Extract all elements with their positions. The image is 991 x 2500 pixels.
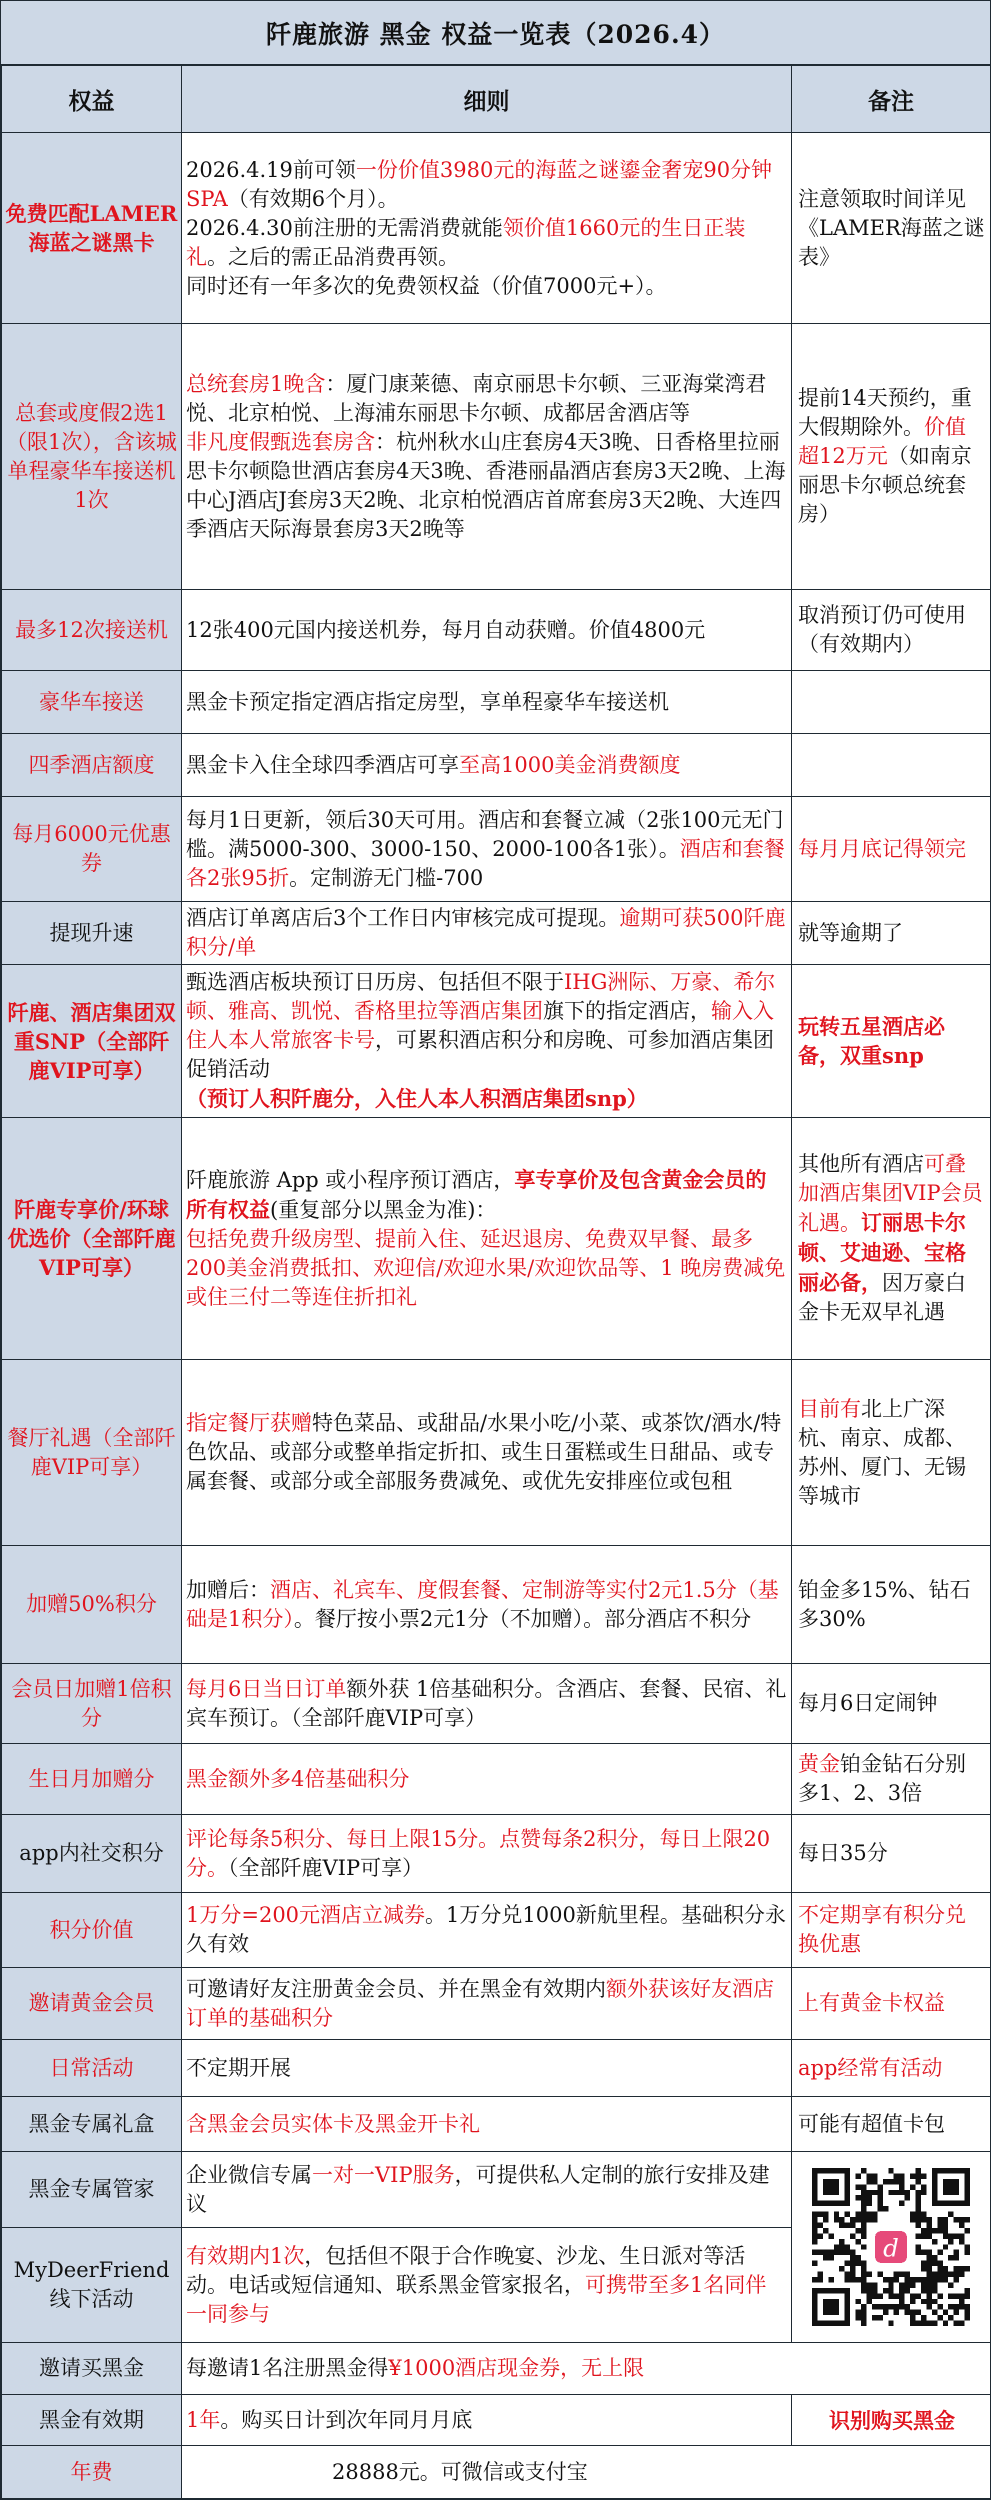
detail-highlight: 一对一VIP服务 — [312, 2162, 455, 2187]
deer-logo-icon — [872, 2228, 910, 2266]
benefit-detail: 黑金额外多4倍基础积分 — [182, 1744, 792, 1815]
detail-text: 特色菜品、或甜品/水果小吃/小菜、或茶饮/酒水/特色饮品、或部分或整单指定折扣、或生日蛋糕或生日甜品、或专属套餐、或部分或全部服务费减免、或优先安排座位或包租 — [186, 1411, 782, 1493]
benefits-table — [1, 65, 991, 2499]
detail-highlight: 每月6日当日订单 — [186, 1676, 347, 1701]
benefit-detail — [182, 1360, 792, 1546]
benefit-name: 阡鹿、酒店集团双重SNP（全部阡鹿VIP可享） — [2, 965, 182, 1118]
benefit-detail — [182, 1664, 792, 1744]
detail-text: ，可提供私人定制的旅行安排及建议 — [186, 2162, 770, 2216]
detail-text: ，可累积酒店积分和房晚、可参加酒店集团促销活动 — [186, 1028, 774, 1081]
detail-highlight: 输入入住人本人常旅客卡号 — [186, 999, 774, 1052]
detail-text: （有效期6个月）。 — [227, 186, 399, 211]
benefit-name: 生日月加赠分 — [2, 1744, 182, 1815]
benefit-name: 积分价值 — [2, 1893, 182, 1968]
table-row — [2, 2343, 991, 2395]
benefit-note: 就等逾期了 — [792, 902, 991, 965]
benefit-name: 每月6000元优惠券 — [2, 797, 182, 902]
table-row — [2, 965, 991, 1118]
benefit-note: 可能有超值卡包 — [792, 2097, 991, 2152]
benefit-note: 玩转五星酒店必备，双重snp — [792, 965, 991, 1118]
benefit-detail: 含黑金会员实体卡及黑金开卡礼 — [182, 2097, 792, 2152]
benefit-note: 铂金多15%、钻石多30% — [792, 1546, 991, 1664]
detail-text: 黑金卡入住全球四季酒店可享 — [186, 752, 459, 777]
detail-text: 酒店订单离店后3个工作日内审核完成可提现。 — [186, 906, 620, 930]
table-row — [2, 1744, 991, 1815]
table-row — [2, 2152, 991, 2228]
benefit-detail — [182, 1893, 792, 1968]
benefit-detail — [182, 797, 792, 902]
detail-text: 。购买日计到次年同月月底 — [220, 2407, 473, 2432]
benefit-note — [792, 671, 991, 734]
detail-text: 2026.4.19前可领 — [186, 157, 356, 182]
benefit-detail: 黑金卡预定指定酒店指定房型，享单程豪华车接送机 — [182, 671, 792, 734]
benefit-name: app内社交积分 — [2, 1815, 182, 1893]
detail-highlight: 总统套房1晚含 — [186, 371, 326, 396]
table-row — [2, 671, 991, 734]
table-row — [2, 1546, 991, 1664]
table-row — [2, 1664, 991, 1744]
benefit-name: 会员日加赠1倍积分 — [2, 1664, 182, 1744]
note-text: 铂金钻石分别多1、2、3倍 — [798, 1752, 966, 1805]
benefit-detail — [182, 1968, 792, 2040]
benefit-name: 餐厅礼遇（全部阡鹿VIP可享） — [2, 1360, 182, 1546]
detail-highlight: 一份价值3980元的海蓝之谜鎏金奢宠90分钟SPA — [186, 157, 773, 211]
benefit-name: 邀请黄金会员 — [2, 1968, 182, 2040]
benefit-detail — [182, 2228, 792, 2343]
benefit-name: 黑金有效期 — [2, 2395, 182, 2446]
benefit-note — [792, 734, 991, 797]
detail-highlight: 至高1000美金消费额度 — [459, 752, 681, 777]
benefit-detail — [182, 2343, 991, 2395]
detail-text: ：厦门康莱德、南京丽思卡尔顿、三亚海棠湾君悦、北京柏悦、上海浦东丽思卡尔顿、成都居舍酒店等 — [186, 371, 767, 425]
benefit-name: 加赠50%积分 — [2, 1546, 182, 1664]
benefit-name: 邀请买黑金 — [2, 2343, 182, 2395]
detail-highlight: 酒店、礼宾车、度假套餐、定制游等实付2元1.5分（基础是1积分） — [186, 1577, 779, 1631]
benefit-note: 取消预订仍可使用（有效期内） — [792, 590, 991, 671]
benefit-note: 每日35分 — [792, 1815, 991, 1893]
table-row — [2, 1968, 991, 2040]
detail-text: ：杭州秋水山庄套房4天3晚、日香格里拉丽思卡尔顿隐世酒店套房4天3晚、香港丽晶酒店套房3天2晚、上海中心J酒店J套房3天2晚、北京柏悦酒店首席套房3天2晚、大连四季酒店天际海景套房3天2晚等 — [186, 429, 786, 541]
detail-highlight: ¥1000酒店现金券，无上限 — [388, 2356, 645, 2380]
benefit-detail — [182, 1546, 792, 1664]
benefit-note — [792, 324, 991, 590]
detail-highlight: 评论每条5积分、每日上限15分。点赞每条2积分，每日上限20分。 — [186, 1826, 771, 1880]
table-row — [2, 1360, 991, 1546]
benefit-name: 阡鹿专享价/环球优选价（全部阡鹿VIP可享） — [2, 1118, 182, 1360]
note-text: 北上广深杭、南京、成都、苏州、厦门、无锡等城市 — [798, 1396, 966, 1508]
detail-text: 企业微信专属 — [186, 2162, 312, 2187]
benefit-note — [792, 1118, 991, 1360]
page-title: 阡鹿旅游 黑金 权益一览表（2026.4） — [1, 1, 990, 65]
benefit-detail: 不定期开展 — [182, 2040, 792, 2097]
detail-highlight: （预订人积阡鹿分，入住人本人积酒店集团snp） — [186, 1086, 648, 1111]
detail-text: 。之后的需正品消费再领。 — [207, 244, 459, 269]
note-text: 因万豪白金卡无双早礼遇 — [798, 1271, 966, 1324]
table-row — [2, 1815, 991, 1893]
benefit-detail — [182, 902, 792, 965]
note-highlight: 订丽思卡尔顿、艾迪逊、宝格丽必备， — [798, 1210, 966, 1295]
detail-text: ，包括但不限于合作晚宴、沙龙、生日派对等活动。电话或短信通知、联系黑金管家报名， — [186, 2243, 746, 2297]
detail-text: 阡鹿旅游 App 或小程序预订酒店， — [186, 1168, 515, 1192]
detail-highlight: 可携带至多1名同伴一同参与 — [186, 2272, 767, 2326]
detail-text: 。1万分兑1000新航里程。基础积分永久有效 — [186, 1903, 786, 1956]
detail-text: 旗下的指定酒店， — [543, 999, 711, 1023]
benefit-detail: 12张400元国内接送机券，每月自动获赠。价值4800元 — [182, 590, 792, 671]
table-row — [2, 590, 991, 671]
benefit-name: 黑金专属管家 — [2, 2152, 182, 2228]
note-text: 其他所有酒店 — [798, 1152, 924, 1176]
table-row — [2, 2446, 991, 2499]
detail-highlight: 包括免费升级房型、提前入住、延迟退房、免费双早餐、最多200美金消费抵扣、欢迎信/欢迎水果/欢迎饮品等、1 晚房费减免或住三付二等连住折扣礼 — [186, 1227, 786, 1309]
benefit-name: 黑金专属礼盒 — [2, 2097, 182, 2152]
qr-code[interactable] — [812, 2168, 970, 2326]
benefit-note — [792, 1360, 991, 1546]
benefit-name — [2, 133, 182, 324]
detail-highlight: IHG洲际、万豪、希尔顿、雅高、凯悦、香格里拉等酒店集团 — [186, 970, 776, 1023]
detail-text: 甄选酒店板块预订日历房、包括但不限于 — [186, 970, 564, 994]
benefit-detail — [182, 965, 792, 1118]
benefit-name: 豪华车接送 — [2, 671, 182, 734]
qr-code-cell — [792, 2152, 991, 2343]
table-row — [2, 1118, 991, 1360]
note-text: 提前14天预约，重大假期除外。 — [798, 386, 972, 439]
benefit-name: 最多12次接送机 — [2, 590, 182, 671]
benefit-note: app经常有活动 — [792, 2040, 991, 2097]
benefit-note: 注意领取时间详见《LAMER海蓝之谜表》 — [792, 133, 991, 324]
table-row — [2, 133, 991, 324]
table-row — [2, 734, 991, 797]
benefit-name: 年费 — [2, 2446, 182, 2499]
benefit-note: 每月月底记得领完 — [792, 797, 991, 902]
benefit-detail — [182, 2152, 792, 2228]
benefit-name — [2, 2228, 182, 2343]
detail-text: 额外获 1倍基础积分。含酒店、套餐、民宿、礼宾车预订。（全部阡鹿VIP可享） — [186, 1676, 787, 1730]
benefit-name: 总套或度假2选1（限1次），含该城单程豪华车接送机1次 — [2, 324, 182, 590]
detail-highlight: 1年 — [186, 2407, 221, 2432]
benefit-detail — [182, 133, 792, 324]
benefit-name-line: MyDeerFriend — [13, 2258, 170, 2282]
benefit-name: 提现升速 — [2, 902, 182, 965]
header-benefit: 权益 — [2, 66, 182, 133]
table-header-row — [2, 66, 991, 133]
note-highlight: 目前有 — [798, 1396, 861, 1421]
detail-highlight: 酒店和套餐各2张95折 — [186, 836, 785, 890]
detail-highlight: 非凡度假甄选套房含 — [186, 429, 375, 454]
header-detail: 细则 — [182, 66, 792, 133]
detail-text: (重复部分以黑金为准)： — [270, 1198, 497, 1222]
benefit-name: 四季酒店额度 — [2, 734, 182, 797]
benefit-detail — [182, 734, 792, 797]
benefit-detail — [182, 324, 792, 590]
benefit-name-text: 免费匹配LAMER海蓝之谜黑卡 — [5, 201, 178, 255]
benefit-detail — [182, 1118, 792, 1360]
benefit-note: 不定期享有积分兑换优惠 — [792, 1893, 991, 1968]
detail-text: 可邀请好友注册黄金会员、并在黑金有效期内 — [186, 1976, 606, 2001]
detail-text: 。定制游无门槛-700 — [289, 865, 484, 890]
table-row — [2, 2040, 991, 2097]
benefit-note — [792, 1744, 991, 1815]
detail-text: 每邀请1名注册黑金得 — [186, 2356, 389, 2380]
note-highlight: 黄金 — [798, 1752, 840, 1776]
note-highlight: 可叠加酒店集团VIP会员礼遇。 — [798, 1152, 983, 1235]
header-note: 备注 — [792, 66, 991, 133]
detail-highlight: 逾期可获500阡鹿积分/单 — [186, 906, 786, 959]
table-row — [2, 2395, 991, 2446]
detail-highlight: 额外获该好友酒店订单的基础积分 — [186, 1976, 774, 2030]
detail-highlight: 有效期内1次 — [186, 2243, 305, 2268]
table-row — [2, 2097, 991, 2152]
benefit-name: 日常活动 — [2, 2040, 182, 2097]
note-highlight: 价值超12万元 — [798, 415, 966, 468]
table-row — [2, 902, 991, 965]
benefit-note: 上有黄金卡权益 — [792, 1968, 991, 2040]
detail-text: 每月1日更新，领后30天可用。酒店和套餐立减（2张100元无门槛。满5000-300、3000-150、2000-100各1张）。 — [186, 807, 784, 861]
benefit-detail — [182, 1815, 792, 1893]
svg-text:d: d — [883, 2233, 899, 2263]
detail-text: 2026.4.30前注册的无需消费就能 — [186, 215, 503, 240]
detail-text: （全部阡鹿VIP可享） — [228, 1855, 424, 1880]
benefit-note: 识别购买黑金 — [792, 2395, 991, 2446]
benefit-note: 每月6日定闹钟 — [792, 1664, 991, 1744]
note-text: （如南京丽思卡尔顿总统套房） — [798, 444, 972, 526]
table-row — [2, 324, 991, 590]
table-row — [2, 797, 991, 902]
detail-highlight: 指定餐厅获赠 — [186, 1411, 312, 1435]
detail-text: 。餐厅按小票2元1分（不加赠）。部分酒店不积分 — [293, 1606, 752, 1631]
benefit-name-line: 线下活动 — [49, 2287, 134, 2311]
detail-text: 同时还有一年多次的免费领权益（价值7000元+）。 — [186, 273, 667, 298]
benefit-detail: 28888元。可微信或支付宝 — [182, 2446, 991, 2499]
detail-highlight: 领价值1660元的生日正装礼 — [186, 215, 746, 269]
benefit-detail — [182, 2395, 792, 2446]
detail-highlight: 享专享价及包含黄金会员的所有权益 — [186, 1167, 767, 1222]
detail-highlight: 1万分=200元酒店立减券 — [186, 1903, 426, 1927]
detail-text: 加赠后： — [186, 1577, 270, 1602]
table-row — [2, 1893, 991, 1968]
